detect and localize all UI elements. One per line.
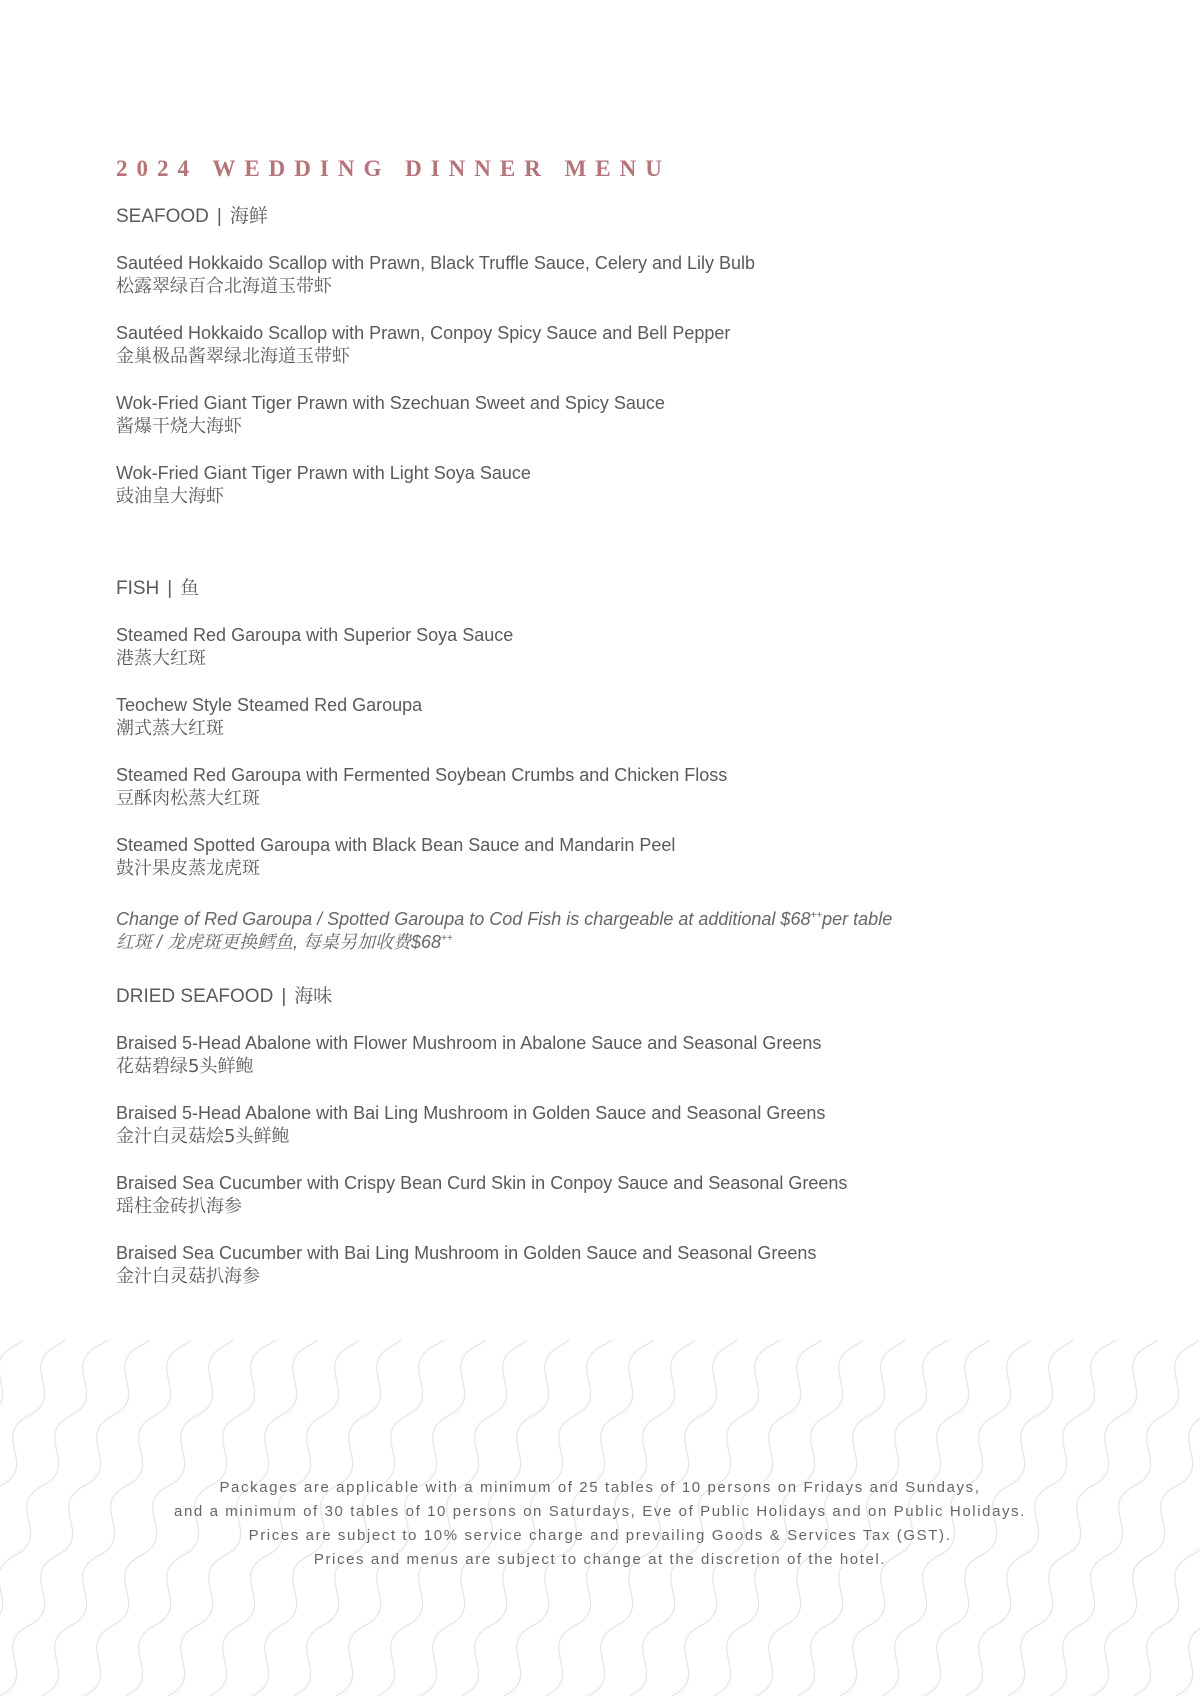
- note-zh: [116, 927, 1116, 950]
- section-heading-zh: 鱼: [180, 578, 200, 599]
- dish-name-en: Braised Sea Cucumber with Crispy Bean Curd Skin in Conpoy Sauce and Seasonal Greens: [116, 1173, 848, 1193]
- dish-name-en: Braised Sea Cucumber with Bai Ling Mushroom in Golden Sauce and Seasonal Greens: [116, 1243, 817, 1263]
- section-seafood: [116, 204, 1116, 508]
- dish-name-zh: 金巢极品酱翠绿北海道玉带虾: [116, 346, 350, 367]
- section-heading: [116, 984, 1116, 1010]
- dish-item: [116, 1242, 1116, 1288]
- dish-name-en: Wok-Fried Giant Tiger Prawn with Light Soya Sauce: [116, 463, 531, 483]
- section-heading-zh: 海鲜: [229, 206, 268, 227]
- dish-name-en: Steamed Spotted Garoupa with Black Bean Sauce and Mandarin Peel: [116, 835, 676, 855]
- section-dried-seafood: [116, 984, 1116, 1288]
- section-heading-en: FISH: [116, 578, 160, 599]
- dish-name-zh: 豉油皇大海虾: [116, 486, 224, 507]
- dish-item: [116, 834, 1116, 880]
- heading-separator: |: [216, 206, 222, 227]
- dish-item: [116, 392, 1116, 438]
- terms-line: Prices and menus are subject to change at the discretion of the hotel.: [313, 1551, 887, 1568]
- dish-item: [116, 322, 1116, 368]
- dish-name-zh: 花菇碧绿5头鲜鲍: [116, 1056, 254, 1077]
- menu-content: [116, 150, 1116, 1312]
- dish-name-zh: 瑶柱金砖扒海参: [116, 1196, 242, 1217]
- terms-footer: [0, 1476, 1200, 1572]
- dish-item: [116, 252, 1116, 298]
- section-heading: [116, 576, 1116, 602]
- dish-item: [116, 764, 1116, 810]
- section-heading-zh: 海味: [294, 986, 333, 1007]
- note-en-after: per table: [822, 909, 893, 929]
- dish-name-zh: 酱爆干烧大海虾: [116, 416, 242, 437]
- section-heading-en: SEAFOOD: [116, 206, 209, 227]
- heading-separator: |: [281, 986, 287, 1007]
- dish-name-zh: 豆酥肉松蒸大红斑: [116, 788, 260, 809]
- dish-name-zh: 金汁白灵菇烩5头鲜鲍: [116, 1126, 290, 1147]
- dish-item: [116, 624, 1116, 670]
- dish-name-zh: 鼓汁果皮蒸龙虎斑: [116, 858, 260, 879]
- note-en-text: Change of Red Garoupa / Spotted Garoupa to Cod Fish is chargeable at additional $68: [116, 909, 811, 929]
- note-zh-text: 红斑 / 龙虎斑更换鳕鱼, 每桌另加收费$68: [116, 932, 442, 952]
- dish-name-zh: 港蒸大红斑: [116, 648, 206, 669]
- fish-substitution-note: [116, 904, 1116, 950]
- dish-name-en: Braised 5-Head Abalone with Flower Mushroom in Abalone Sauce and Seasonal Greens: [116, 1033, 822, 1053]
- heading-separator: |: [167, 578, 173, 599]
- menu-title: 2024 WEDDING DINNER MENU: [116, 156, 671, 181]
- note-zh-sup: ++: [441, 933, 453, 944]
- dish-name-en: Wok-Fried Giant Tiger Prawn with Szechuan Sweet and Spicy Sauce: [116, 393, 665, 413]
- dish-name-en: Steamed Red Garoupa with Fermented Soybean Crumbs and Chicken Floss: [116, 765, 728, 785]
- dish-item: [116, 1172, 1116, 1218]
- section-heading: [116, 204, 1116, 230]
- dish-item: [116, 462, 1116, 508]
- dish-name-en: Sautéed Hokkaido Scallop with Prawn, Black Truffle Sauce, Celery and Lily Bulb: [116, 253, 756, 273]
- note-en: [116, 904, 1116, 927]
- dish-name-zh: 金汁白灵菇扒海参: [116, 1266, 260, 1287]
- dish-name-en: Teochew Style Steamed Red Garoupa: [116, 695, 423, 715]
- dish-name-en: Steamed Red Garoupa with Superior Soya Sauce: [116, 625, 514, 645]
- dish-name-en: Braised 5-Head Abalone with Bai Ling Mushroom in Golden Sauce and Seasonal Greens: [116, 1103, 826, 1123]
- dish-name-zh: 松露翠绿百合北海道玉带虾: [116, 276, 332, 297]
- dish-name-en: Sautéed Hokkaido Scallop with Prawn, Conpoy Spicy Sauce and Bell Pepper: [116, 323, 731, 343]
- terms-line: and a minimum of 30 tables of 10 persons on Saturdays, Eve of Public Holidays and on Public Holidays.: [174, 1503, 1026, 1520]
- dish-item: [116, 694, 1116, 740]
- note-en-sup: ++: [810, 910, 823, 921]
- terms-line: Prices are subject to 10% service charge and prevailing Goods & Services Tax (GST).: [248, 1527, 952, 1544]
- section-heading-en: DRIED SEAFOOD: [116, 986, 274, 1007]
- section-fish: [116, 576, 1116, 950]
- terms-line: Packages are applicable with a minimum of 25 tables of 10 persons on Fridays and Sundays,: [219, 1479, 981, 1496]
- dish-item: [116, 1102, 1116, 1148]
- dish-item: [116, 1032, 1116, 1078]
- dish-name-zh: 潮式蒸大红斑: [116, 718, 224, 739]
